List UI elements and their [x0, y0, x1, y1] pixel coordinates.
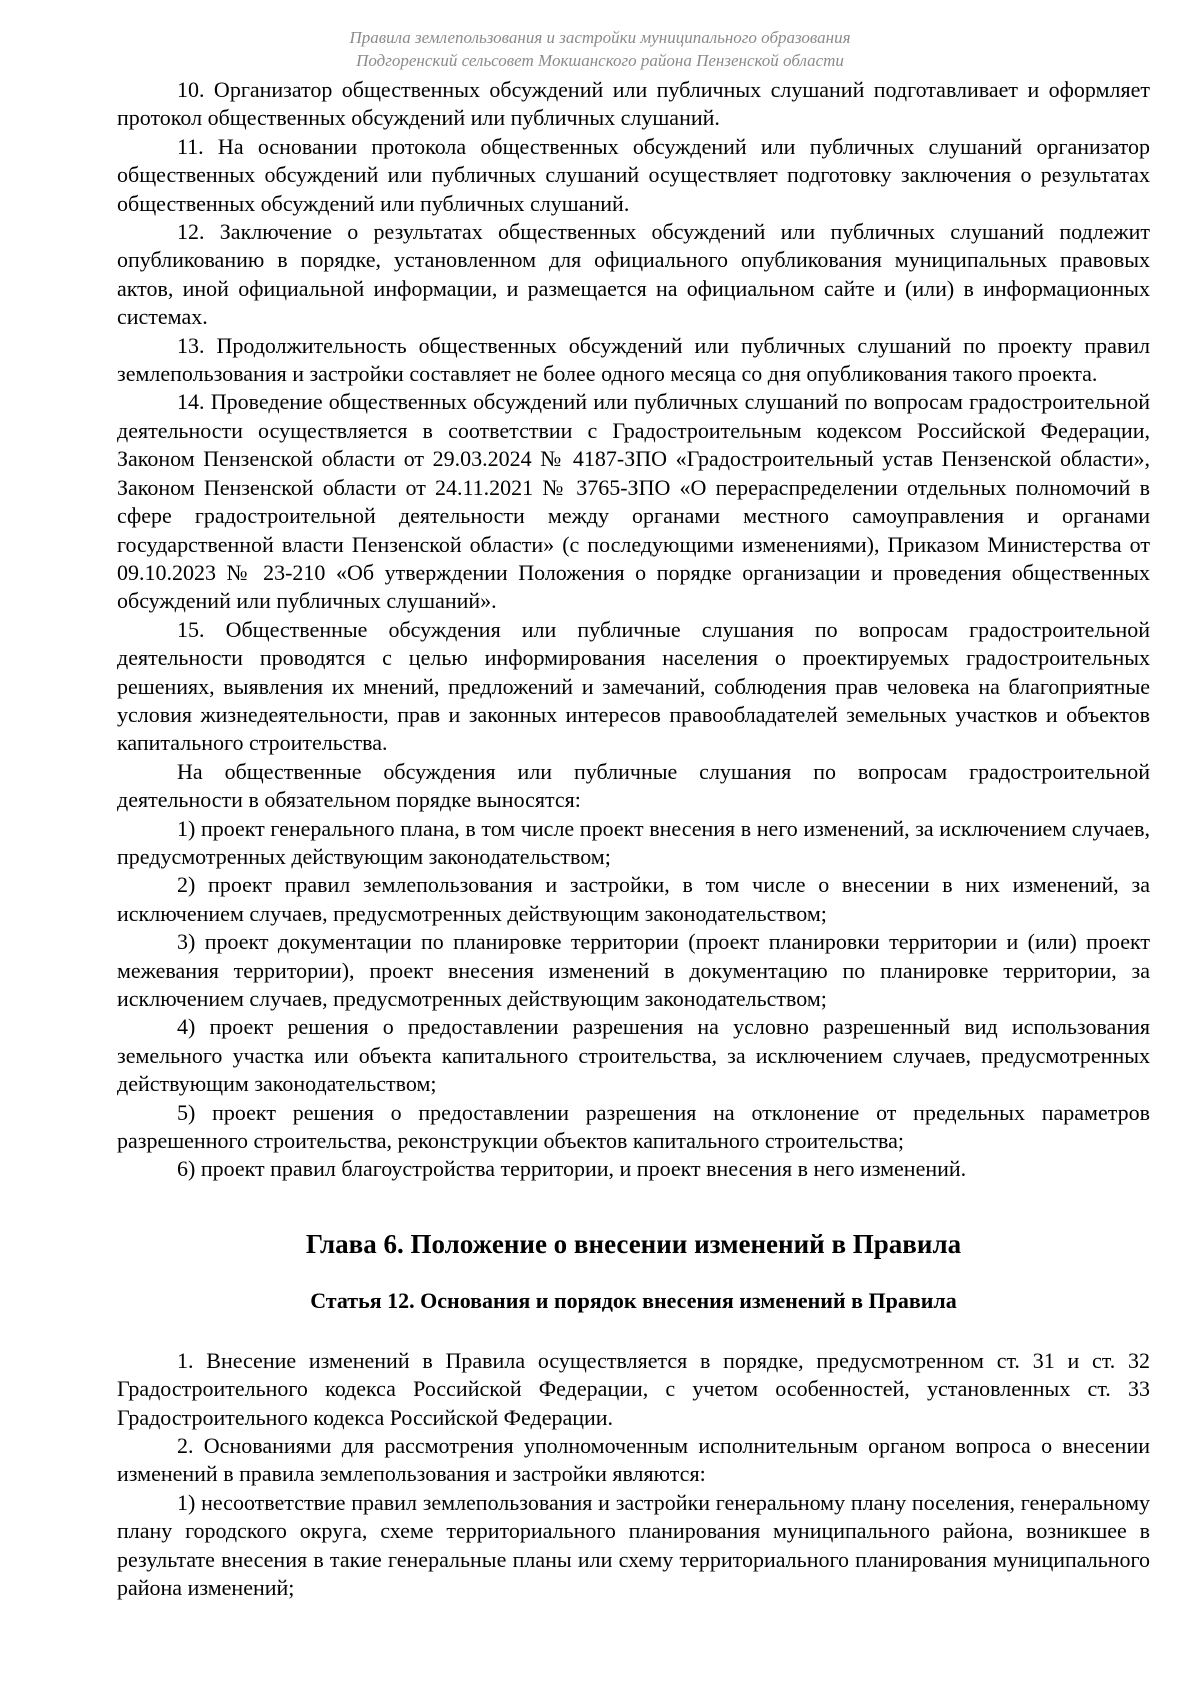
paragraph: 13. Продолжительность общественных обсуждений или публичных слушаний по проекту правил землепользования и застройки составляет не более одного месяца со дня опубликования такого проекта.: [117, 332, 1150, 387]
paragraph: 1. Внесение изменений в Правила осуществляется в порядке, предусмотренном ст. 31 и ст. 32 Градостроительного кодекса Российской Федерации, с учетом особенностей, установленных ст. 33 Градостроительного кодекса Российской Федерации.: [117, 1347, 1150, 1430]
list-item: 5) проект решения о предоставлении разрешения на отклонение от предельных параметров разрешенного строительства, реконструкции объектов капитального строительства;: [117, 1099, 1150, 1154]
list-item: 1) проект генерального плана, в том числе проект внесения в него изменений, за исключением случаев, предусмотренных действующим законодательством;: [117, 815, 1150, 869]
paragraph: 15. Общественные обсуждения или публичные слушания по вопросам градостроительной деятельности проводятся с целью информирования населения о проектируемых градостроительных решениях, выявления их мнений, предложений и замечаний, соблюдения прав человека на благоприятные условия жизнедеятельности, прав и законных интересов правообладателей земельных участков и объектов капитального строительства.: [117, 616, 1150, 756]
running-header-line: Подгоренский сельсовет Мокшанского района Пензенской области: [356, 51, 844, 70]
running-header: [130, 26, 1070, 72]
paragraph: 2. Основаниями для рассмотрения уполномоченным исполнительным органом вопроса о внесении изменений в правила землепользования и застройки являются:: [117, 1433, 1150, 1487]
running-header-line: Правила землепользования и застройки муниципального образования: [349, 28, 851, 47]
article-title: Статья 12. Основания и порядок внесения изменений в Правила: [310, 1287, 957, 1313]
list-item: 2) проект правил землепользования и застройки, в том числе о внесении в них изменений, за исключением случаев, предусмотренных действующим законодательством;: [117, 872, 1150, 926]
paragraph: На общественные обсуждения или публичные слушания по вопросам градостроительной деятельности в обязательном порядке выносятся:: [117, 758, 1150, 813]
paragraph: 12. Заключение о результатах общественных обсуждений или публичных слушаний подлежит опубликованию в порядке, установленном для официального опубликования муниципальных правовых актов, иной официальной информации, и размещается на официальном сайте и (или) в информационных системах.: [117, 219, 1150, 330]
paragraph: 11. На основании протокола общественных обсуждений или публичных слушаний организатор общественных обсуждений или публичных слушаний осуществляет подготовку заключения о результатах общественных обсуждений или публичных слушаний.: [117, 133, 1150, 216]
document-body: [117, 76, 1150, 1603]
paragraph: 14. Проведение общественных обсуждений или публичных слушаний по вопросам градостроительной деятельности осуществляется в соответствии с Градостроительным кодексом Российской Федерации, Законом Пензенской области от 29.03.2024 № 4187-ЗПО «Градостроительный устав Пензенской области», Законом Пензенской области от 24.11.2021 № 3765-ЗПО «О перераспределении отдельных полномочий в сфере градостроительной деятельности между органами местного самоуправления и органами государственной власти Пензенской области» (с последующими изменениями), Приказом Министерства от 09.10.2023 № 23-210 «Об утверждении Положения о порядке организации и проведения общественных обсуждений или публичных слушаний».: [117, 389, 1150, 614]
list-item: 6) проект правил благоустройства территории, и проект внесения в него изменений.: [177, 1156, 967, 1182]
list-item: 3) проект документации по планировке территории (проект планировки территории и (или) проект межевания территории), проект внесения изменений в документацию по планировке территории, за исключением случаев, предусмотренных действующим законодательством;: [117, 929, 1150, 1011]
paragraph: 10. Организатор общественных обсуждений или публичных слушаний подготавливает и оформляет протокол общественных обсуждений или публичных слушаний.: [117, 77, 1150, 131]
list-item: 4) проект решения о предоставлении разрешения на условно разрешенный вид использования земельного участка или объекта капитального строительства, за исключением случаев, предусмотренных действующим законодательством;: [117, 1014, 1150, 1097]
chapter-title: Глава 6. Положение о внесении изменений в Правила: [305, 1228, 962, 1259]
list-item: 1) несоответствие правил землепользования и застройки генеральному плану поселения, генеральному плану городского округа, схеме территориального планирования муниципального района, возникшее в результате внесения в такие генеральные планы или схему территориального планирования муниципального района изменений;: [117, 1489, 1150, 1601]
